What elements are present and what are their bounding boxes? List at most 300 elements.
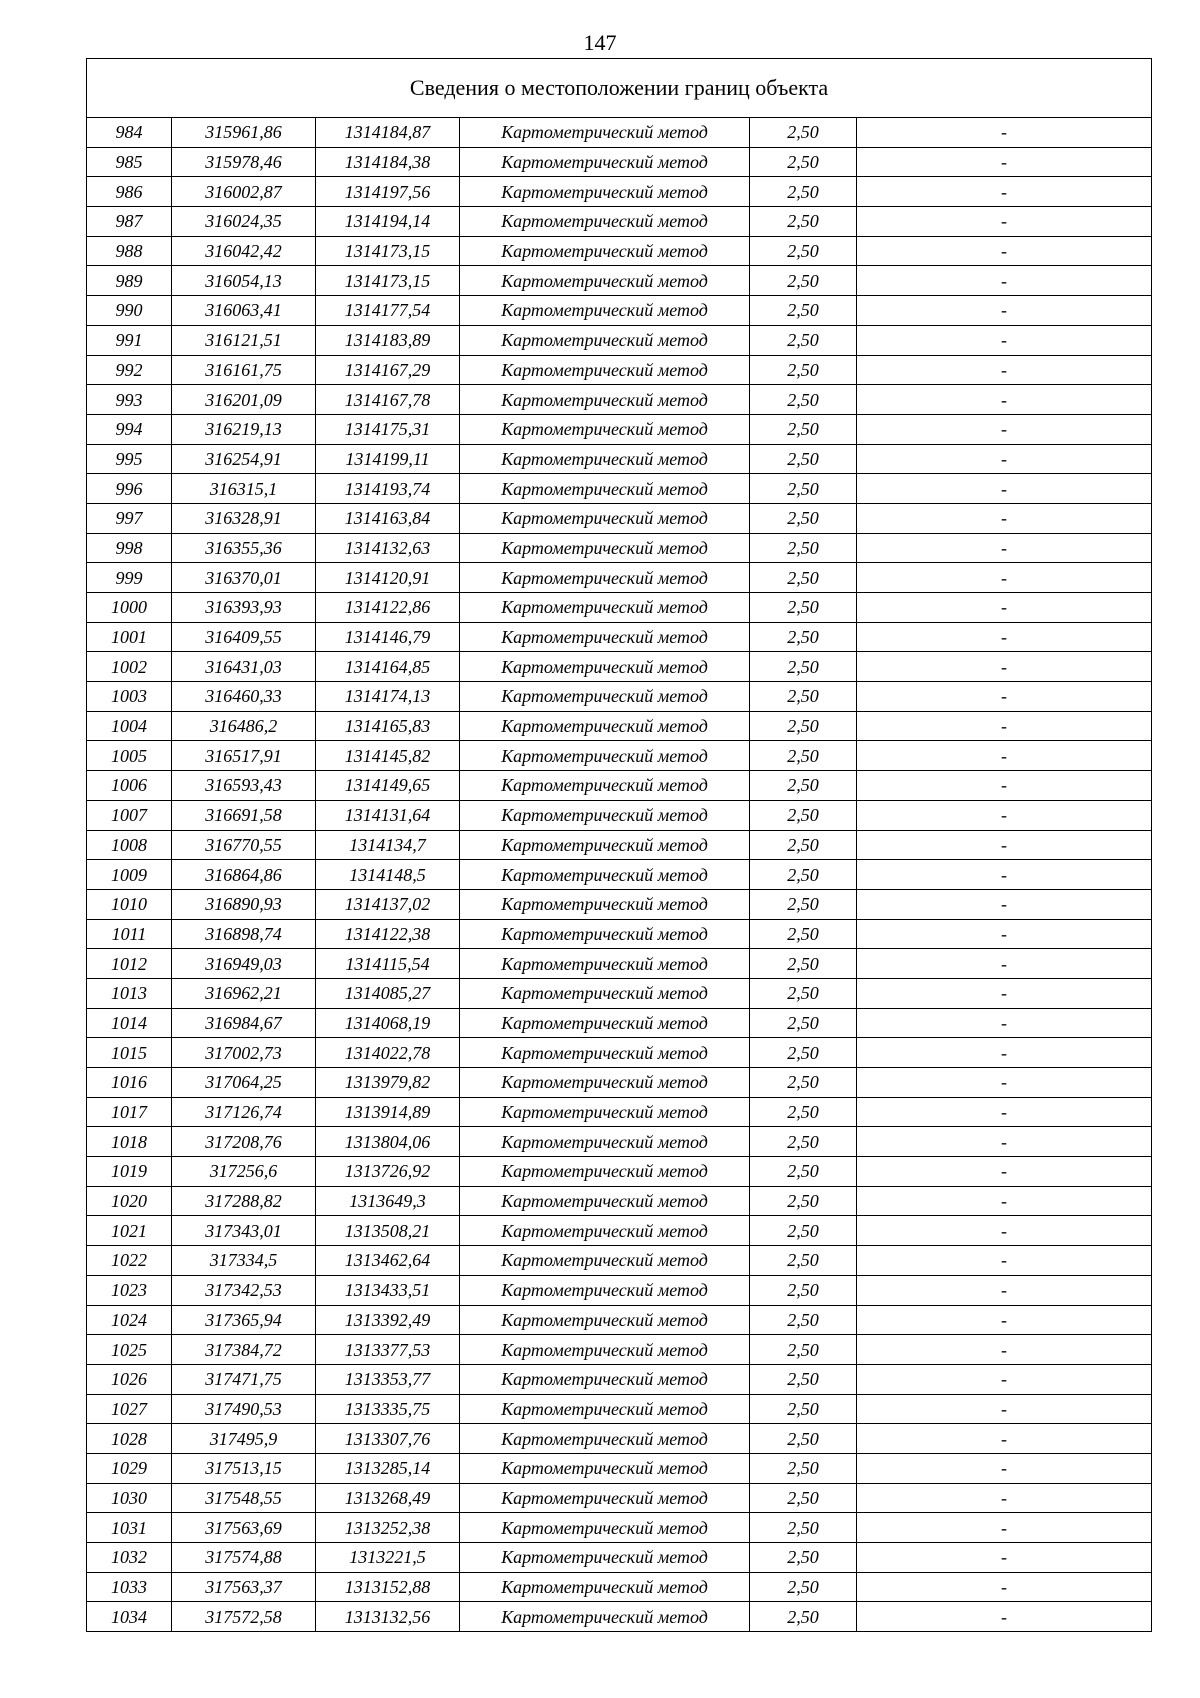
table-row (87, 147, 1152, 177)
accuracy-cell: 2,50 (750, 1157, 857, 1187)
table-row (87, 1364, 1152, 1394)
table-row (87, 207, 1152, 237)
description-cell: - (857, 266, 1152, 296)
accuracy-cell: 2,50 (750, 593, 857, 623)
accuracy-cell: 2,50 (750, 771, 857, 801)
table-row (87, 682, 1152, 712)
table-row (87, 1246, 1152, 1276)
point-number-cell: 995 (87, 444, 172, 474)
accuracy-cell: 2,50 (750, 1038, 857, 1068)
method-cell: Картометрический метод (460, 593, 750, 623)
x-coordinate-cell: 317513,15 (172, 1453, 316, 1483)
x-coordinate-cell: 317064,25 (172, 1068, 316, 1098)
accuracy-cell: 2,50 (750, 563, 857, 593)
x-coordinate-cell: 316002,87 (172, 177, 316, 207)
description-cell: - (857, 1453, 1152, 1483)
point-number-cell: 991 (87, 325, 172, 355)
x-coordinate-cell: 317002,73 (172, 1038, 316, 1068)
accuracy-cell: 2,50 (750, 385, 857, 415)
description-cell: - (857, 1543, 1152, 1573)
method-cell: Картометрический метод (460, 771, 750, 801)
point-number-cell: 1014 (87, 1008, 172, 1038)
point-number-cell: 1019 (87, 1157, 172, 1187)
point-number-cell: 1017 (87, 1097, 172, 1127)
point-number-cell: 1024 (87, 1305, 172, 1335)
method-cell: Картометрический метод (460, 1602, 750, 1632)
description-cell: - (857, 1186, 1152, 1216)
point-number-cell: 1000 (87, 593, 172, 623)
accuracy-cell: 2,50 (750, 1097, 857, 1127)
y-coordinate-cell: 1314122,38 (316, 919, 460, 949)
point-number-cell: 1008 (87, 830, 172, 860)
accuracy-cell: 2,50 (750, 355, 857, 385)
x-coordinate-cell: 316864,86 (172, 860, 316, 890)
method-cell: Картометрический метод (460, 296, 750, 326)
y-coordinate-cell: 1314022,78 (316, 1038, 460, 1068)
point-number-cell: 1033 (87, 1572, 172, 1602)
method-cell: Картометрический метод (460, 325, 750, 355)
table-row (87, 1543, 1152, 1573)
table-row (87, 1483, 1152, 1513)
accuracy-cell: 2,50 (750, 800, 857, 830)
point-number-cell: 1031 (87, 1513, 172, 1543)
x-coordinate-cell: 316054,13 (172, 266, 316, 296)
x-coordinate-cell: 316486,2 (172, 711, 316, 741)
table-row (87, 236, 1152, 266)
accuracy-cell: 2,50 (750, 296, 857, 326)
accuracy-cell: 2,50 (750, 118, 857, 148)
description-cell: - (857, 771, 1152, 801)
x-coordinate-cell: 316024,35 (172, 207, 316, 237)
accuracy-cell: 2,50 (750, 919, 857, 949)
y-coordinate-cell: 1313377,53 (316, 1335, 460, 1365)
y-coordinate-cell: 1313433,51 (316, 1275, 460, 1305)
description-cell: - (857, 207, 1152, 237)
method-cell: Картометрический метод (460, 1216, 750, 1246)
y-coordinate-cell: 1314173,15 (316, 266, 460, 296)
x-coordinate-cell: 316219,13 (172, 414, 316, 444)
y-coordinate-cell: 1313649,3 (316, 1186, 460, 1216)
description-cell: - (857, 355, 1152, 385)
description-cell: - (857, 1068, 1152, 1098)
point-number-cell: 998 (87, 533, 172, 563)
point-number-cell: 986 (87, 177, 172, 207)
y-coordinate-cell: 1313221,5 (316, 1543, 460, 1573)
table-row (87, 1335, 1152, 1365)
table-row (87, 444, 1152, 474)
x-coordinate-cell: 317334,5 (172, 1246, 316, 1276)
point-number-cell: 1021 (87, 1216, 172, 1246)
method-cell: Картометрический метод (460, 1364, 750, 1394)
description-cell: - (857, 1216, 1152, 1246)
accuracy-cell: 2,50 (750, 830, 857, 860)
table-row (87, 593, 1152, 623)
y-coordinate-cell: 1314177,54 (316, 296, 460, 326)
point-number-cell: 984 (87, 118, 172, 148)
accuracy-cell: 2,50 (750, 1572, 857, 1602)
table-title-row (87, 59, 1152, 118)
description-cell: - (857, 1038, 1152, 1068)
description-cell: - (857, 800, 1152, 830)
table-row (87, 266, 1152, 296)
x-coordinate-cell: 316409,55 (172, 622, 316, 652)
method-cell: Картометрический метод (460, 474, 750, 504)
method-cell: Картометрический метод (460, 503, 750, 533)
table-row (87, 177, 1152, 207)
accuracy-cell: 2,50 (750, 503, 857, 533)
point-number-cell: 997 (87, 503, 172, 533)
description-cell: - (857, 622, 1152, 652)
method-cell: Картометрический метод (460, 118, 750, 148)
method-cell: Картометрический метод (460, 1453, 750, 1483)
point-number-cell: 1011 (87, 919, 172, 949)
description-cell: - (857, 1008, 1152, 1038)
x-coordinate-cell: 316984,67 (172, 1008, 316, 1038)
x-coordinate-cell: 316393,93 (172, 593, 316, 623)
y-coordinate-cell: 1314174,13 (316, 682, 460, 712)
x-coordinate-cell: 315961,86 (172, 118, 316, 148)
description-cell: - (857, 1305, 1152, 1335)
point-number-cell: 988 (87, 236, 172, 266)
method-cell: Картометрический метод (460, 741, 750, 771)
x-coordinate-cell: 317572,58 (172, 1602, 316, 1632)
y-coordinate-cell: 1313132,56 (316, 1602, 460, 1632)
point-number-cell: 1003 (87, 682, 172, 712)
x-coordinate-cell: 316770,55 (172, 830, 316, 860)
point-number-cell: 989 (87, 266, 172, 296)
table-row (87, 1008, 1152, 1038)
y-coordinate-cell: 1314131,64 (316, 800, 460, 830)
accuracy-cell: 2,50 (750, 1305, 857, 1335)
y-coordinate-cell: 1314148,5 (316, 860, 460, 890)
description-cell: - (857, 177, 1152, 207)
y-coordinate-cell: 1314134,7 (316, 830, 460, 860)
y-coordinate-cell: 1314132,63 (316, 533, 460, 563)
description-cell: - (857, 830, 1152, 860)
method-cell: Картометрический метод (460, 1572, 750, 1602)
table-row (87, 503, 1152, 533)
x-coordinate-cell: 317495,9 (172, 1424, 316, 1454)
accuracy-cell: 2,50 (750, 414, 857, 444)
description-cell: - (857, 1394, 1152, 1424)
table-row (87, 889, 1152, 919)
table-row (87, 1572, 1152, 1602)
table-title: Сведения о местоположении границ объекта (87, 59, 1152, 118)
method-cell: Картометрический метод (460, 1008, 750, 1038)
y-coordinate-cell: 1314149,65 (316, 771, 460, 801)
description-cell: - (857, 414, 1152, 444)
point-number-cell: 1004 (87, 711, 172, 741)
y-coordinate-cell: 1314199,11 (316, 444, 460, 474)
x-coordinate-cell: 317342,53 (172, 1275, 316, 1305)
description-cell: - (857, 325, 1152, 355)
method-cell: Картометрический метод (460, 414, 750, 444)
method-cell: Картометрический метод (460, 385, 750, 415)
point-number-cell: 1022 (87, 1246, 172, 1276)
point-number-cell: 987 (87, 207, 172, 237)
y-coordinate-cell: 1314146,79 (316, 622, 460, 652)
y-coordinate-cell: 1314194,14 (316, 207, 460, 237)
y-coordinate-cell: 1314193,74 (316, 474, 460, 504)
x-coordinate-cell: 317471,75 (172, 1364, 316, 1394)
y-coordinate-cell: 1313804,06 (316, 1127, 460, 1157)
method-cell: Картометрический метод (460, 1543, 750, 1573)
method-cell: Картометрический метод (460, 830, 750, 860)
table-row (87, 563, 1152, 593)
method-cell: Картометрический метод (460, 919, 750, 949)
accuracy-cell: 2,50 (750, 236, 857, 266)
accuracy-cell: 2,50 (750, 177, 857, 207)
x-coordinate-cell: 316517,91 (172, 741, 316, 771)
y-coordinate-cell: 1313462,64 (316, 1246, 460, 1276)
table-row (87, 1186, 1152, 1216)
method-cell: Картометрический метод (460, 682, 750, 712)
point-number-cell: 993 (87, 385, 172, 415)
point-number-cell: 1012 (87, 949, 172, 979)
description-cell: - (857, 147, 1152, 177)
point-number-cell: 1020 (87, 1186, 172, 1216)
accuracy-cell: 2,50 (750, 1246, 857, 1276)
point-number-cell: 1002 (87, 652, 172, 682)
table-row (87, 771, 1152, 801)
point-number-cell: 1032 (87, 1543, 172, 1573)
x-coordinate-cell: 316431,03 (172, 652, 316, 682)
accuracy-cell: 2,50 (750, 1483, 857, 1513)
x-coordinate-cell: 316593,43 (172, 771, 316, 801)
accuracy-cell: 2,50 (750, 889, 857, 919)
point-number-cell: 992 (87, 355, 172, 385)
point-number-cell: 1006 (87, 771, 172, 801)
description-cell: - (857, 1127, 1152, 1157)
method-cell: Картометрический метод (460, 949, 750, 979)
y-coordinate-cell: 1313252,38 (316, 1513, 460, 1543)
x-coordinate-cell: 317208,76 (172, 1127, 316, 1157)
description-cell: - (857, 1335, 1152, 1365)
method-cell: Картометрический метод (460, 1186, 750, 1216)
description-cell: - (857, 652, 1152, 682)
method-cell: Картометрический метод (460, 1483, 750, 1513)
method-cell: Картометрический метод (460, 533, 750, 563)
method-cell: Картометрический метод (460, 1068, 750, 1098)
accuracy-cell: 2,50 (750, 444, 857, 474)
description-cell: - (857, 1424, 1152, 1454)
point-number-cell: 1013 (87, 978, 172, 1008)
y-coordinate-cell: 1314184,87 (316, 118, 460, 148)
accuracy-cell: 2,50 (750, 1068, 857, 1098)
table-row (87, 1394, 1152, 1424)
y-coordinate-cell: 1314184,38 (316, 147, 460, 177)
x-coordinate-cell: 317563,69 (172, 1513, 316, 1543)
y-coordinate-cell: 1313508,21 (316, 1216, 460, 1246)
method-cell: Картометрический метод (460, 711, 750, 741)
table-row (87, 741, 1152, 771)
point-number-cell: 1001 (87, 622, 172, 652)
description-cell: - (857, 919, 1152, 949)
method-cell: Картометрический метод (460, 147, 750, 177)
x-coordinate-cell: 317548,55 (172, 1483, 316, 1513)
accuracy-cell: 2,50 (750, 1186, 857, 1216)
table-row (87, 1453, 1152, 1483)
table-row (87, 1424, 1152, 1454)
accuracy-cell: 2,50 (750, 1424, 857, 1454)
method-cell: Картометрический метод (460, 1157, 750, 1187)
table-row (87, 949, 1152, 979)
accuracy-cell: 2,50 (750, 652, 857, 682)
method-cell: Картометрический метод (460, 1246, 750, 1276)
table-row (87, 830, 1152, 860)
y-coordinate-cell: 1314085,27 (316, 978, 460, 1008)
x-coordinate-cell: 316121,51 (172, 325, 316, 355)
x-coordinate-cell: 317490,53 (172, 1394, 316, 1424)
description-cell: - (857, 1275, 1152, 1305)
method-cell: Картометрический метод (460, 444, 750, 474)
method-cell: Картометрический метод (460, 889, 750, 919)
table-row (87, 474, 1152, 504)
description-cell: - (857, 444, 1152, 474)
method-cell: Картометрический метод (460, 1038, 750, 1068)
description-cell: - (857, 1157, 1152, 1187)
table-row (87, 296, 1152, 326)
description-cell: - (857, 1602, 1152, 1632)
x-coordinate-cell: 316355,36 (172, 533, 316, 563)
point-number-cell: 1030 (87, 1483, 172, 1513)
table-row (87, 355, 1152, 385)
x-coordinate-cell: 316898,74 (172, 919, 316, 949)
description-cell: - (857, 741, 1152, 771)
description-cell: - (857, 978, 1152, 1008)
point-number-cell: 1026 (87, 1364, 172, 1394)
x-coordinate-cell: 316042,42 (172, 236, 316, 266)
table-row (87, 622, 1152, 652)
accuracy-cell: 2,50 (750, 1453, 857, 1483)
description-cell: - (857, 1097, 1152, 1127)
method-cell: Картометрический метод (460, 1305, 750, 1335)
y-coordinate-cell: 1314122,86 (316, 593, 460, 623)
y-coordinate-cell: 1314164,85 (316, 652, 460, 682)
x-coordinate-cell: 316949,03 (172, 949, 316, 979)
y-coordinate-cell: 1313268,49 (316, 1483, 460, 1513)
method-cell: Картометрический метод (460, 1097, 750, 1127)
accuracy-cell: 2,50 (750, 1127, 857, 1157)
table-row (87, 1216, 1152, 1246)
y-coordinate-cell: 1313914,89 (316, 1097, 460, 1127)
y-coordinate-cell: 1314165,83 (316, 711, 460, 741)
table-row (87, 533, 1152, 563)
description-cell: - (857, 1364, 1152, 1394)
y-coordinate-cell: 1313726,92 (316, 1157, 460, 1187)
x-coordinate-cell: 317574,88 (172, 1543, 316, 1573)
point-number-cell: 994 (87, 414, 172, 444)
table-row (87, 800, 1152, 830)
description-cell: - (857, 1483, 1152, 1513)
x-coordinate-cell: 317563,37 (172, 1572, 316, 1602)
y-coordinate-cell: 1314137,02 (316, 889, 460, 919)
table-row (87, 1513, 1152, 1543)
description-cell: - (857, 889, 1152, 919)
x-coordinate-cell: 316370,01 (172, 563, 316, 593)
x-coordinate-cell: 316254,91 (172, 444, 316, 474)
method-cell: Картометрический метод (460, 1513, 750, 1543)
table-row (87, 1602, 1152, 1632)
y-coordinate-cell: 1313979,82 (316, 1068, 460, 1098)
table-row (87, 1275, 1152, 1305)
description-cell: - (857, 118, 1152, 148)
description-cell: - (857, 949, 1152, 979)
table-row (87, 1068, 1152, 1098)
method-cell: Картометрический метод (460, 1335, 750, 1365)
accuracy-cell: 2,50 (750, 1364, 857, 1394)
method-cell: Картометрический метод (460, 355, 750, 385)
method-cell: Картометрический метод (460, 563, 750, 593)
accuracy-cell: 2,50 (750, 1216, 857, 1246)
point-number-cell: 1018 (87, 1127, 172, 1157)
x-coordinate-cell: 316315,1 (172, 474, 316, 504)
x-coordinate-cell: 317126,74 (172, 1097, 316, 1127)
table-row (87, 1097, 1152, 1127)
y-coordinate-cell: 1314068,19 (316, 1008, 460, 1038)
y-coordinate-cell: 1313392,49 (316, 1305, 460, 1335)
method-cell: Картометрический метод (460, 207, 750, 237)
accuracy-cell: 2,50 (750, 978, 857, 1008)
y-coordinate-cell: 1313335,75 (316, 1394, 460, 1424)
accuracy-cell: 2,50 (750, 147, 857, 177)
y-coordinate-cell: 1314173,15 (316, 236, 460, 266)
table-row (87, 652, 1152, 682)
method-cell: Картометрический метод (460, 1275, 750, 1305)
accuracy-cell: 2,50 (750, 949, 857, 979)
y-coordinate-cell: 1314163,84 (316, 503, 460, 533)
description-cell: - (857, 1513, 1152, 1543)
point-number-cell: 996 (87, 474, 172, 504)
y-coordinate-cell: 1313353,77 (316, 1364, 460, 1394)
y-coordinate-cell: 1314197,56 (316, 177, 460, 207)
x-coordinate-cell: 316201,09 (172, 385, 316, 415)
x-coordinate-cell: 317288,82 (172, 1186, 316, 1216)
boundary-coordinates-table (86, 58, 1152, 1632)
point-number-cell: 1025 (87, 1335, 172, 1365)
table-row (87, 1157, 1152, 1187)
description-cell: - (857, 474, 1152, 504)
table-row (87, 1305, 1152, 1335)
y-coordinate-cell: 1314167,78 (316, 385, 460, 415)
point-number-cell: 1007 (87, 800, 172, 830)
accuracy-cell: 2,50 (750, 1543, 857, 1573)
description-cell: - (857, 682, 1152, 712)
point-number-cell: 1034 (87, 1602, 172, 1632)
accuracy-cell: 2,50 (750, 711, 857, 741)
y-coordinate-cell: 1314175,31 (316, 414, 460, 444)
x-coordinate-cell: 317343,01 (172, 1216, 316, 1246)
x-coordinate-cell: 316691,58 (172, 800, 316, 830)
page-number: 147 (583, 30, 617, 55)
accuracy-cell: 2,50 (750, 860, 857, 890)
x-coordinate-cell: 317365,94 (172, 1305, 316, 1335)
description-cell: - (857, 533, 1152, 563)
method-cell: Картометрический метод (460, 1127, 750, 1157)
method-cell: Картометрический метод (460, 622, 750, 652)
x-coordinate-cell: 315978,46 (172, 147, 316, 177)
description-cell: - (857, 1572, 1152, 1602)
description-cell: - (857, 860, 1152, 890)
description-cell: - (857, 563, 1152, 593)
method-cell: Картометрический метод (460, 652, 750, 682)
method-cell: Картометрический метод (460, 1424, 750, 1454)
x-coordinate-cell: 317256,6 (172, 1157, 316, 1187)
point-number-cell: 990 (87, 296, 172, 326)
y-coordinate-cell: 1314120,91 (316, 563, 460, 593)
accuracy-cell: 2,50 (750, 325, 857, 355)
x-coordinate-cell: 316328,91 (172, 503, 316, 533)
